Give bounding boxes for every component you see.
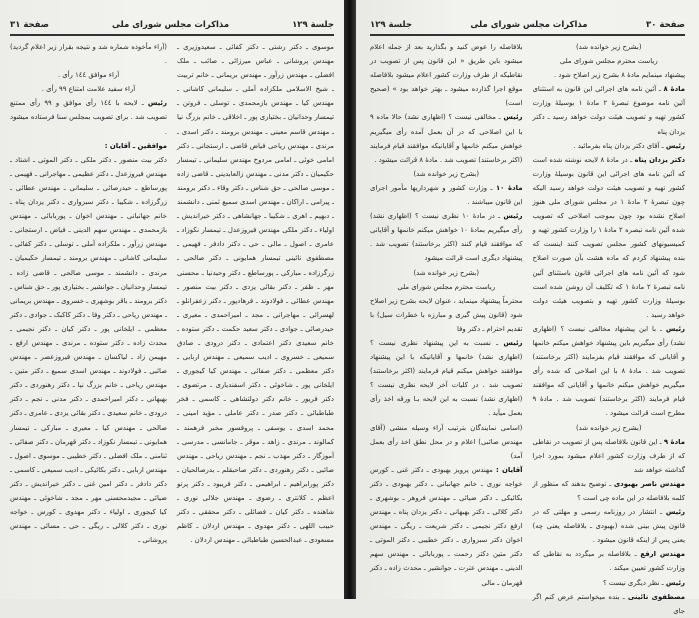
column-left xyxy=(370,40,523,589)
president-remark-4 xyxy=(533,576,686,590)
roll-call-note: (اسامی نمایندگان بترتیب آراء وسیله منشی (آقای مهندس صائبی) اعلام و در محل نطق اخذ رأی بعمل آمد) xyxy=(370,423,523,460)
speaker-remark-2 xyxy=(533,153,686,322)
speaker-label: رئیس xyxy=(665,141,685,150)
remark-text: ـ نظر دیگری نیست ؟ xyxy=(602,578,666,587)
remark-text: ـ در مادهٔ ۸ لایحه نوشته شده است که آئین نامه های اجرائی این قانون بوسیلهٔ وزارت کشور تهیه و تصویب هیئت دولت خواهد رسید الیکه چون تبصرهٔ ۲ مادهٔ ۱ در مجلس شورای ملی هنوز اصلاح نشده بود چون بموجب اصلاحی که تصویب شده آئین نامه تبصره ۲ مادهٔ ۱ را وزارت کشور تهیه و کمیسیونهای کشور مجلس تصویب کنند اینست که بنده پیشنهاد کردم که ماده هشت بآن صورت اصلاح شود که آئین نامه های اجرائی قانون باستثنای آئین نامه تبصرهٔ ۲ مادهٔ ۱ که تکلیف آن روشن شده است بوسیلهٔ وزارت کشور تهیه و بتصویب هیئت دولت خواهد رسید . xyxy=(532,155,685,319)
continued-remark: بلافاصله را عوض کنید و بگذارید بعد از جمله اعلام میشود باین طریق « این قانون پس از تصویب در نقاطیکه از طرف وزارت کشور اعلام میشود بلافاصله موقع اجرا گذارده میشود ـ بهتر خواهد بود » (صحیح است) xyxy=(370,43,523,108)
votes-abstain: آراء سفید علامت امتناع ۹۹ رأی . xyxy=(41,85,136,94)
remark-text: ـ توضیح بدهند که منظور از کلمه بلافاصله در این ماده چی است ؟ xyxy=(532,479,685,502)
proposal-text: پیشنهاد مینمایم مادهٔ ۸ بشرح زیر اصلاح شود . xyxy=(554,71,685,80)
president-remark-2 xyxy=(533,322,686,421)
article-10 xyxy=(370,181,523,209)
session-label: جلسة ۱۲۹ xyxy=(292,20,334,30)
president-remark-3 xyxy=(533,505,686,547)
article-text: ـ وزارت کشور و شهرداریها مأمور اجرای این قانون میباشند . xyxy=(370,183,523,207)
supporters-names: مهندس پرویز بهبودی ـ دکتر غنی ـ کورس خواجه نوری ـ خانم جهانبانی ـ دکتر بهبودی ـ دکتر بکائیکی ـ دکتر ضیائی ـ مهندس فروهر ـ بوشهری ـ دکتر کلالی ـ دکتر بهبهانی ـ دکتر یزدان پناه ـ مهندس ارفع دکتر نجیمی ـ دکتر شریعت ـ ریگی ـ مهندس اخوان دکتر سبزواری ـ دکتر خطیبی ـ دکتر الموتی ـ دکتر متین دکتر رحمت ـ پوربابائی ـ مهندس سهم الدینی ـ مهندس عترت ـ جوانشیر ـ محدث زاده ـ دکتر قهرمان ـ مالی xyxy=(370,465,523,587)
speaker-label: دکتر یزدان پناه xyxy=(634,155,685,164)
president-remark-1 xyxy=(370,110,523,166)
article-label: مادهٔ ۹ xyxy=(663,437,686,446)
article-text: ـ آئین نامه های اجرائی این قانون به استثنای آئین نامه موضوع تبصرهٔ ۲ مادهٔ ۱ بوسیلهٔ وزارت کشور تهیه و تصویب هیئت دولت خواهد رسید ـ دکتر یزدان پناه xyxy=(532,85,686,136)
header-rule xyxy=(10,34,334,36)
remark-text: ـ نسبت به این پیشنهاد نظری نیست ؟ (اظهاری نشد) خانمها و آقایانیکه با این پیشنهاد موافقند خواهش میکنم قیام فرمایند (اکثر برخاستند) تصویب شد . در کلیات آخر لایحه نظری نیست ؟ (اظهاری نشد) نسبت به این لایحه بـا ورقه اخذ رأی بعمل میآید . xyxy=(370,338,523,418)
left-page-header xyxy=(10,18,334,32)
page-number: صفحة ۳۰ xyxy=(646,20,685,30)
remark-text: ـ آقای دکتر یزدان پناه بفرمائید . xyxy=(573,141,666,150)
addressee: ریاست محترم مجلس شورای ملی xyxy=(397,282,496,291)
remark-text: ـ انتشار در روزنامه رسمی و مهلتی که در قانون پیش بینی شده (بهبودی ـ بلافاصله یعنی چه) یعنی پس از اینکه قانون میشود . xyxy=(532,508,685,545)
right-page-columns xyxy=(370,40,686,615)
article-text: ـ این قانون بلافاصله پس از تصویب در نقاطی که از طرف وزارت کشور اعلام میشود بمورد اجرا گذاشته خواهد شد xyxy=(532,437,685,474)
speaker-label: رئیس xyxy=(665,508,685,517)
book-binding xyxy=(344,0,356,599)
speaker-label: مصطفوی نائینی xyxy=(627,592,685,601)
speaker-label: مهندس ارفع xyxy=(640,550,685,559)
read-note: (بشرح زیر خوانده شد) xyxy=(575,423,642,432)
left-page xyxy=(0,0,344,599)
running-title: مذاکرات مجلس شورای ملی xyxy=(111,20,230,30)
president-remark-3 xyxy=(370,336,523,421)
president-remark-2 xyxy=(370,209,523,265)
speaker-remark-5 xyxy=(533,590,686,618)
article-8 xyxy=(533,82,686,138)
speaker-remark-3 xyxy=(533,477,686,505)
supporters-list xyxy=(370,463,523,590)
session-label: جلسة ۱۲۹ xyxy=(370,20,412,30)
read-note: (بشرح زیر خوانده شد) xyxy=(413,268,480,277)
article-label: مادهٔ ۸ xyxy=(663,85,686,94)
president-remark-1 xyxy=(533,139,686,153)
header-rule xyxy=(370,34,685,36)
proposal-text: محترماً پیشنهاد مینماید ، عنوان لایحه بشرح زیر اصلاح شود (قانون پیش گیری و مبارزه با خطرات سیل) با تقدیم احترام ـ دکتر وفا xyxy=(370,296,523,333)
column-right xyxy=(177,40,334,589)
speaker-label: مهندس ناصر بهبودی xyxy=(613,479,685,488)
speaker-label: رئیس xyxy=(665,324,685,333)
speaker-label: رئیس xyxy=(147,99,167,108)
speaker-label: رئیس xyxy=(665,578,685,587)
column-left xyxy=(10,40,167,589)
remark-text: ـ بلافاصله بر میگردد به نقاطی که وزارت کشور تعیین میکند . xyxy=(532,550,685,573)
left-page-columns xyxy=(10,40,334,589)
running-title: مذاکرات مجلس شورای ملی xyxy=(470,20,588,30)
column-right xyxy=(532,40,686,615)
votes-for: آراء موافق ۱٤٤ رأی . xyxy=(57,71,120,80)
read-note: (بشرح زیر خوانده شد) xyxy=(413,169,480,178)
vote-intro: (آراء مأخوذه شماره شد و نتیجه بقرار زیر اعلام گردید) . xyxy=(10,43,167,66)
read-note: (بشرح زیر خوانده شد) xyxy=(575,43,642,51)
speaker-label: رئیس xyxy=(503,113,523,122)
supporters-list: دکتر بیت منصور ـ دکتر ملکی ـ دکتر الموتی ـ اشتاد ـ مهندس فیروزعدل ـ دکتر عظیمی ـ مهاجرانی ـ فهیمی ـ پورساطع ـ حیدرصائی ـ سلیمانی ـ مهندس عطائی ـ زرگرزاده ـ شکیبا ـ دکتر سبزواری ـ دکتر یزدان پناه ـ خانم جهانبانی ـ مهندس اخوان ـ پوربابائی ـ مهندس بازمحمدی ـ مهندس سهم الدینی ـ فیاض ـ ارستجانی ـ مهندس زرآور ـ ملکزاده آملی ـ توسلی ـ دکتر کفائی ـ سلیمانی کاشانی ـ مهندس برومند ـ تیمسار حکیمیان ـ مرندی ـ دانشمند ـ موسی صالحی ـ قاضی زاده ـ تیمسار وحدانیان ـ جوانشیر ـ بختیاری پور ـ حق شناس ـ دکتر برومند ـ باقر بوشهری ـ خسروی ـ مهندس بریمانی ـ مهندس ریاحی ـ دکتر وفا ـ دکتر کاکبک ـ جوادی ـ دکتر معظمی ـ ایلخانی پور ـ دکتر کیان ـ دکتر نجیمی ـ محدث زاده ـ دکتر ستوده ـ مرندی ـ مهندس ارفع ـ مهیمن زاد ـ لیاکسان ـ مهندس فیروزعصر ـ مهندس صائبی ـ فولادوند ـ مهندس اسدی سمیع ـ دکتر متین ـ مهندس ریاحی ـ خانم بزرگ نیا ـ دکتر رهنوردی ـ دکتر بهبهانی ـ دکتر امیراحمدی ـ دکتر مدنی ـ نجم ـ دکتر درودی ـ خانم سعیدی ـ دکتر بقائی یزدی ـ عامری ـ دکتر صالحی ـ مهندس کیا ـ معیری ـ مبارکی ـ تیمسار همایونی ـ تیمسار نکوزاد ـ دکتر قهرمان ـ دکتر صفائی ـ ثنامنی ـ ملک افضلی ـ دکتر خطیبی ـ موسوی ـ اصول ـ مهندس اربابی ـ دکتر بکائیکی ـ ادیب سمیعی ـ کاسمی ـ دکتر دادفر ـ دکتر امین غنی ـ دکتر خیراندیش ـ دکتر ضیائی ـ مجیدمحسنی مهر ـ مجد ـ شاخوئی ـ مهندس کیا کیجوری ـ اولیاء ـ دکتر مهدوی ـ کورس ـ خواجه نوری ـ دکتر کلالی ـ ریگی ـ حی ـ مسائی ـ مهندس پروشانی ـ xyxy=(10,155,167,545)
president-statement xyxy=(10,96,167,138)
article-label: مادهٔ ۱۰ xyxy=(495,183,523,192)
remark-text: ـ با این پیشنهاد مخالفی نیست ؟ (اظهاری نشد) رأی میگیریم باین پیشنهاد خواهش میکنم خانمها و آقایانی که موافقند قیام بفرمایند (اکثر برخاستند) تصویب شد . مادهٔ ۸ با این اصلاحی که شده رأی میگیریم خواهش میکنم خانمها و آقایانی که موافقند قیام فرمایند (اکثر برخاستند) تصویب شد . مادهٔ ۹ مطرح است قرائت میشود . xyxy=(532,324,685,418)
speaker-label: رئیس xyxy=(503,212,523,221)
remark-text: ـ بنده میخواستم عرض کنم اگر جای xyxy=(532,592,685,615)
right-page xyxy=(356,0,699,615)
page-number: صفحة ۳۱ xyxy=(10,20,49,30)
heading-text: موافقین ـ آقایان : xyxy=(104,141,167,150)
article-9 xyxy=(533,435,686,477)
remark-text: ـ مخالفی نیست ؟ (اظهاری نشد) حالا ماده ۹ با این اصلاحی که در آن بعمل آمده رأی میگیریم خواهش میکنم خانمها و آقایانیکه موافقند قیام فرمایند (اکثر برخاستند) تصویب شد . مادهٔ ۸ قرائت میشود . xyxy=(370,113,523,164)
supporters-label: آقایان : xyxy=(495,465,523,474)
remark-text: ـ در مادهٔ ۱۰ نظری نیست ؟ (اظهاری نشد) رأی میگیریم بمادهٔ ۱۰ خواهش میکنم خانمها و آقایانی که موافقند قیام کنند (اکثر برخاستند) تصویب شد . پیشنهاد دیگری است قرائت میشود xyxy=(370,212,523,263)
speaker-label: رئیس xyxy=(503,338,523,347)
right-page-header xyxy=(370,18,685,32)
supporters-heading xyxy=(10,139,167,153)
names-list: موسوی ـ دکتر رشتی ـ دکتر کفائی ـ سعیدوزیری ـ مهندس پروشانی ـ عباس میرزائی ـ صائب ـ ملک افضلی ـ مهندس زرآور ـ مهندس بریمانی ـ خانم تربیت ـ شیخ الاسلامی ملکزاده آملی ـ سلیمانی کاشانی ـ مهندس کیا ـ مهندس بازمحمدی ـ توسلی ـ فروتن ـ تیمسار وحدانیان ـ بختیاری پور ـ اخلاقی ـ خانم بزرگ نیا ـ مهندس قاسم معینی ـ مهندس برومند ـ دکتر اسدی ـ مرندی ـ مهندس ریاحی فیاض قاضی ـ ارستجانی ـ دکتر امامی خوئی ـ امامی مردوخ مهندس سلیمانی ـ تیمسار حکیمیان ـ دکتر مدنی ـ مهندس زالعابدینی ـ قاضی زاده ـ موسی صالحی ـ حق شناس ـ دکتر وقاء ـ دکتر برومند ـ پیرامی ـ اراکان ـ مهندس اسدی سمیع ثمنی ـ دانشمند ـ دبهیم ـ اهری ـ شکیبا ـ جهانشاهی ـ دکتر خیراندیش ـ اولیاء ـ دکتر ملکی مهندس فیروزعدل ـ تیمسار نکوزاد ـ عامری ـ اصول ـ مالی ـ حی ـ دکتر دادفر ـ فهیمی ـ مصطفوی نائینی تیمسار همایونی ـ دکتر صالحی ـ زرگرزاده ـ مبارکی ـ پورساطع ـ دکتر وحیدنیا ـ محسنی مهر ـ ظفر ـ دکتر بقائی یزدی ـ دکتر بیت منصور ـ مهندس عطائی ـ فولادوند ـ فرهادپور ـ دکتر زعفرانلو ـ لهسرائی ـ مهاجرانی ـ مجد ـ امیراحمدی ـ معیری ـ حیدرصائی ـ جوادی ـ دکتر سعید حکمت ـ دکتر ستوده ـ خانم سعیدی دکتر اعتمادی ـ دکتر درودی ـ صادق سمیعی ـ خسروی ـ ادیب سمیعی ـ مهندس اربابی ـ دکتر معظمی ـ دکتر صفائی ـ مهندس کیا کیجوری ـ ایلخانی پور ـ شاخوئی ـ دکتر اسفندیاری ـ مرتضوی ـ دکتر فریور ـ خانم دکتر دولتشاهی ـ کاسمی ـ فخر طباطبائی ـ دکتر صدر ـ دکتر عاملی ـ مؤید امینی ـ محمد اسدی ـ یوسفی ـ پروفسور مخبر فرهمند ـ کمالوند ـ مرندی ـ زاهد ـ موقر ـ جامانسی ـ مدرسی ـ آموزگار ـ دکتر مهذب ـ نجم ـ مهندس ریاحی ـ مهندس صائبی ـ دکتر رهنوردی ـ دکتر صاحبقلم ـ بدرصالحیان ـ دکتر پورابراهیم ـ ابراهیمی ـ دکتر فریبود ـ دکتر پرتو اعظم ـ کلانتری ـ رضوی ـ مهندس جلالی نوری ـ شاهنده ـ دکتر کیان ـ فضائلی ـ دکتر محققی ـ دکتر حبیب اللهی ـ دکتر مهدوی ـ مهندس اردلان ـ کاظم مسعودی ـ عبدالحسین طباطبائی ـ مهندس اردلان . xyxy=(177,43,334,545)
addressee: ریاست محترم مجلس شورای ملی xyxy=(559,57,658,66)
speaker-remark-4 xyxy=(533,547,686,575)
statement-text: ـ لایحه با ۱٤٤ رأی موافق و ۹۹ رأی ممتنع تصویب شد . برای تصویب بمجلس سنا فرستاده میشود . xyxy=(10,99,167,136)
